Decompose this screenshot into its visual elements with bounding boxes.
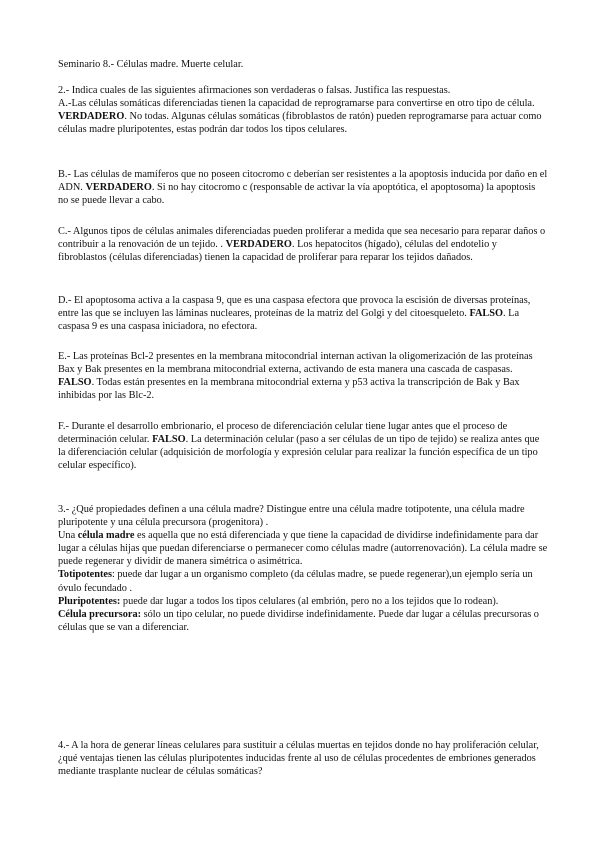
answer-2a: A.-Las células somáticas diferenciadas tienen la capacidad de reprogramarse para convertirse en otro tipo de célula. VERDADERO. No todas. Algunas células somáticas (fibroblastos de ratón) pueden reprogramarse para actuar como células madre pluripotentes, estas podrán dar todos los tipos celulares. — [58, 98, 542, 136]
document-title: Seminario 8.- Células madre. Muerte celular. — [58, 59, 244, 70]
verdict-label: FALSO — [152, 434, 186, 446]
verdict-label: VERDADERO — [85, 182, 152, 194]
question-2-heading: 2.- Indica cuales de las siguientes afirmaciones son verdaderas o falsas. Justifica las respuestas. — [58, 85, 451, 96]
verdict-label: VERDADERO — [225, 239, 292, 251]
answer-2b: B.- Las células de mamíferos que no poseen citocromo c deberían ser resistentes a la apoptosis inducida por daño en el ADN. VERDADERO. Si no hay citocromo c (responsable de activar la vía apoptótica, el apoptosoma) la apoptosis no se puede llevar a cabo. — [58, 169, 548, 207]
answer-2f: F.- Durante el desarrollo embrionario, el proceso de diferenciación celular tiene lugar antes que el proceso de determinación celular. FALSO. La determinación celular (paso a ser células de un tipo de tejido) se realiza antes que la diferenciación celular (adquisición de morfología y expresión celular para realizar la función específica de un tipo celular específico). — [58, 421, 540, 472]
precursor-definition: Célula precursora: sólo un tipo celular, no puede dividirse indefinidamente. Puede dar lugar a células precursoras o células que se van a diferenciar. — [58, 608, 539, 633]
answer-2c: C.- Algunos tipos de células animales diferenciadas pueden proliferar a medida que sea necesario para reparar daños o contribuir a la renovación de un tejido. . VERDADERO. Los hepatocitos (hígado), células del endotelio y fibroblastos (células diferenciadas) tienen la capacidad de proliferar para reparar los tejidos dañados. — [58, 226, 546, 264]
verdict-label: FALSO — [58, 377, 92, 389]
question-4: 4.- A la hora de generar líneas celulares para sustituir a células muertas en tejidos donde no hay proliferación celular, ¿qué ventajas tienen las células pluripotentes inducidas frente al uso de células procedentes de embriones generados mediante trasplante nuclear de células somáticas? — [58, 740, 539, 778]
stem-cell-definition: Una célula madre es aquella que no está diferenciada y que tiene la capacidad de dividirse indefinidamente para dar lugar a células hijas que puedan diferenciarse o permanecer como células madre (autorrenovación). La célula madre se puede regenerar y dividir de manera simétrica o asimétrica. — [58, 530, 548, 568]
question-3: 3.- ¿Qué propiedades definen a una célula madre? Distingue entre una célula madre totipotente, una célula madre pluripotente y una célula precursora (progenitora) . Una célula madre es aquella que no está diferenciada y que tiene la capacidad de dividirse indefinidamente para dar lugar a células hijas que puedan diferenciarse o permanecer como células madre (autorrenovación). La célula madre se puede regenerar y dividir de manera simétrica o asimétrica. Totipotentes: puede dar lugar a un organismo completo (da células madre, se puede regenerar),un ejemplo sería un óvulo fecundado . Pluripotentes: puede dar lugar a todos los tipos celulares (al embrión, pero no a los tejidos que lo rodean). Célula precursora: sólo un tipo celular, no puede dividirse indefinidamente. Puede dar lugar a células precursoras o células que se van a diferenciar. — [58, 504, 548, 633]
verdict-label: VERDADERO — [58, 111, 125, 123]
pluripotent-definition: Pluripotentes: puede dar lugar a todos los tipos celulares (al embrión, pero no a los tejidos que lo rodean). — [58, 595, 499, 607]
verdict-label: FALSO — [469, 308, 504, 320]
totipotent-definition: Totipotentes: puede dar lugar a un organismo completo (da células madre, se puede regenerar),un ejemplo sería un óvulo fecundado . — [58, 569, 533, 594]
answer-2d: D.- El apoptosoma activa a la caspasa 9, que es una caspasa efectora que provoca la escisión de diversas proteínas, entre las que se incluyen las láminas nucleares, proteínas de la matriz del Golgi y del citoesqueleto. FALSO. La caspasa 9 es una caspasa iniciadora, no efectora. — [58, 295, 531, 333]
answer-2e: E.- Las proteínas Bcl-2 presentes en la membrana mitocondrial internan activan la oligomerización de las proteínas Bax y Bak presentes en la membrana mitocondrial externa, activando de esta manera una cascada de caspasas. FALSO. Todas están presentes en la membrana mitocondrial externa y p53 activa la transcripción de Bak y Bax inhibidas por las Blc-2. — [58, 351, 533, 402]
